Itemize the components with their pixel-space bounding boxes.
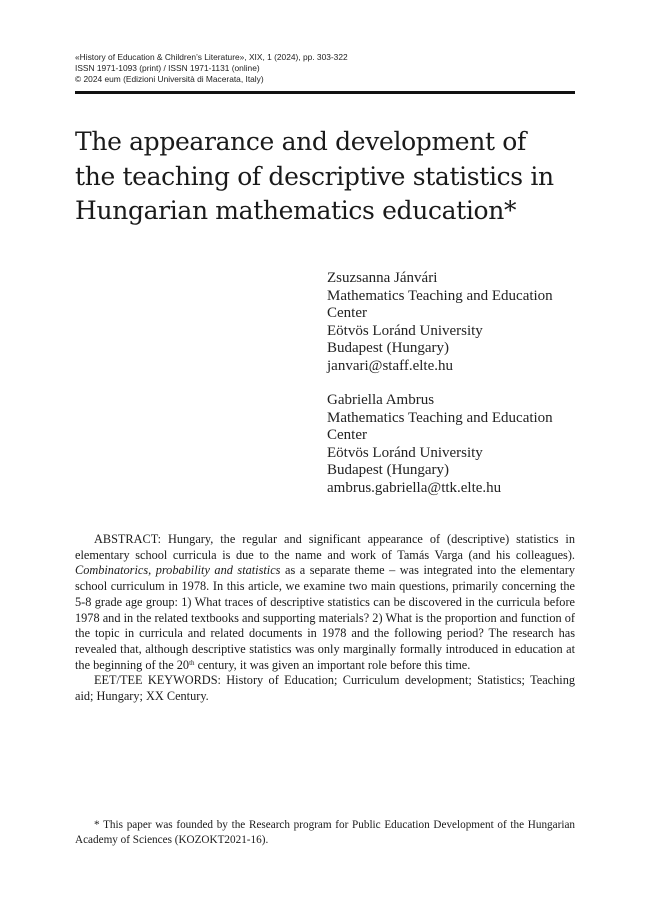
author-name: Gabriella Ambrus (327, 392, 435, 408)
author-location: Budapest (Hungary) (327, 462, 450, 479)
author-university: Eötvös Loránd University (327, 444, 483, 461)
issn-line: ISSN 1971-1093 (print) / ISSN 1971-1131 (online) (75, 63, 260, 74)
footnote-text: * This paper was founded by the Research program for Public Education Development of the Hungarian Academy of Sciences (KOZOKT2021-16). (75, 819, 575, 846)
abstract-paragraph (75, 532, 575, 673)
author-affiliation: Center (327, 305, 367, 322)
title-line: The appearance and development of (75, 127, 526, 156)
author-university: Eötvös Loránd University (327, 322, 483, 339)
abstract-italic-theme: Combinatorics, probability and statistics (75, 563, 281, 578)
journal-header (75, 52, 575, 86)
author-email[interactable]: janvari@staff.elte.hu (327, 357, 453, 374)
journal-citation: «History of Education & Children’s Literature», XIX, 1 (2024), pp. 303-322 (75, 52, 348, 62)
paper-title (75, 125, 595, 229)
header-rule (75, 91, 575, 94)
author-block-janvari (327, 270, 587, 376)
footnote-section (75, 818, 575, 847)
author-name: Zsuzsanna Jánvári (327, 270, 438, 286)
author-location: Budapest (Hungary) (327, 340, 450, 357)
abstract-text: century, it was given an important role before this time. (194, 657, 471, 672)
author-affiliation: Mathematics Teaching and Education (327, 287, 553, 304)
author-affiliation: Mathematics Teaching and Education (327, 409, 553, 426)
author-email[interactable]: ambrus.gabriella@ttk.elte.hu (327, 479, 502, 496)
ordinal-superscript: th (189, 658, 195, 667)
abstract-text: ABSTRACT: Hungary, the regular and significant appearance of (descriptive) statistics in elementary school curricula is due to the name and work of Tamás Varga (and his colleagues). (75, 532, 575, 562)
abstract-section (75, 532, 575, 705)
keywords-paragraph: EET/TEE KEYWORDS: History of Education; Curriculum development; Statistics; Teaching aid; Hungary; XX Century. (75, 673, 575, 704)
abstract-text: as a separate theme – was integrated into the elementary school curriculum in 1978. In this article, we examine two main questions, primarily concerning the 5-8 grade age group: 1) What traces of descriptive statistics can be discovered in the curricula before 1978 and in the related textbooks and supporting materials? 2) What is the proportion and function of the topic in curricula and related documents in 1978 and the following period? The research has revealed that, although descriptive statistics was only marginally formally introduced in education at the beginning of the 20 (75, 563, 575, 672)
copyright-line: © 2024 eum (Edizioni Università di Macerata, Italy) (75, 74, 264, 85)
title-line: the teaching of descriptive statistics in (75, 161, 554, 191)
title-line: Hungarian mathematics education* (75, 196, 517, 225)
author-affiliation: Center (327, 427, 367, 444)
author-block-ambrus (327, 392, 587, 498)
